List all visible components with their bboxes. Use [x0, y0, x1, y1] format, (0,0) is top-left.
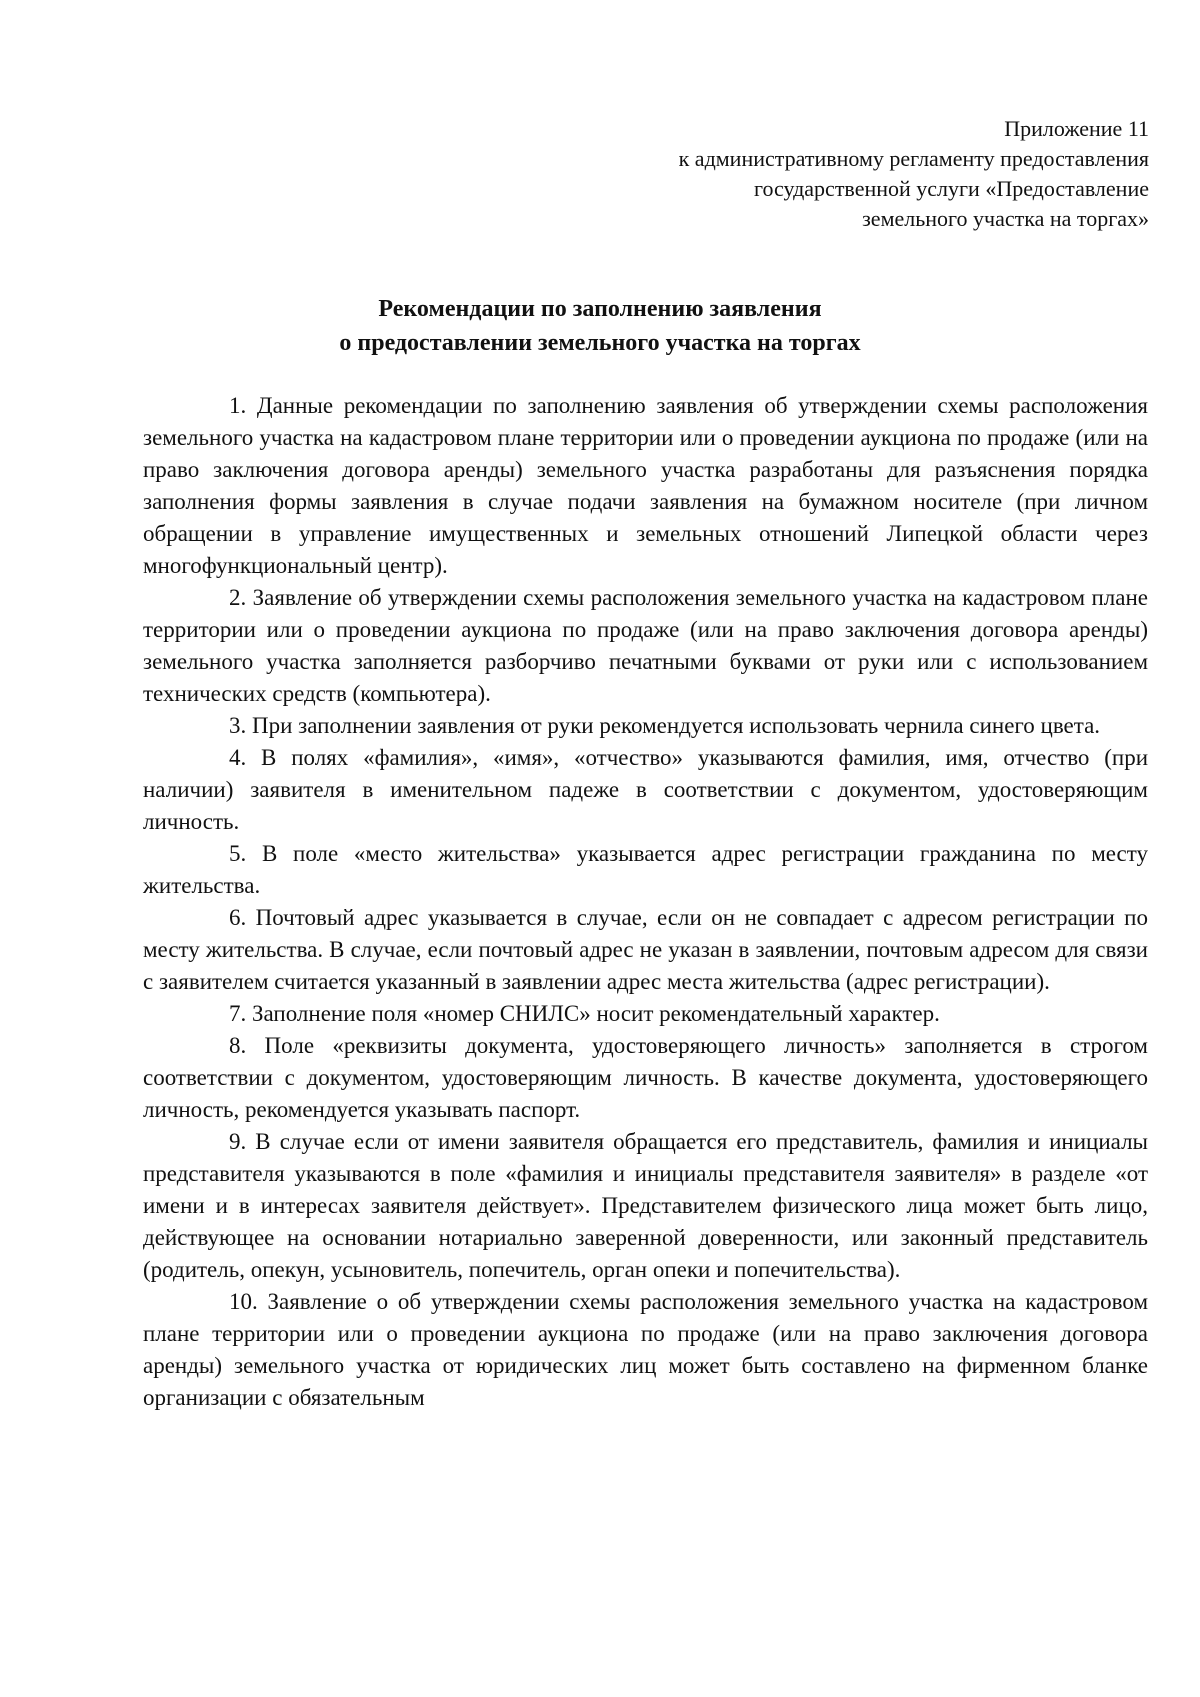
paragraph-4: 4. В полях «фамилия», «имя», «отчество» указываются фамилия, имя, отчество (при наличии) заявителя в именительном падеже в соответствии с документом, удостоверяющим личность. [143, 745, 1148, 834]
paragraph-1: 1. Данные рекомендации по заполнению заявления об утверждении схемы расположения земельного участка на кадастровом плане территории или о проведении аукциона по продаже (или на право заключения договора аренды) земельного участка разработаны для разъяснения порядка заполнения формы заявления в случае подачи заявления на бумажном носителе (при личном обращении в управление имущественных и земельных отношений Липецкой области через многофункциональный центр). [143, 393, 1148, 578]
paragraph-9: 9. В случае если от имени заявителя обращается его представитель, фамилия и инициалы представителя указываются в поле «фамилия и инициалы представителя заявителя» в разделе «от имени и в интересах заявителя действует». Представителем физического лица может быть лицо, действующее на основании нотариально заверенной доверенности, или законный представитель (родитель, опекун, усыновитель, попечитель, орган опеки и попечительства). [143, 1129, 1148, 1282]
paragraph-5: 5. В поле «место жительства» указывается адрес регистрации гражданина по месту жительства. [143, 841, 1148, 898]
paragraph-6: 6. Почтовый адрес указывается в случае, если он не совпадает с адресом регистрации по месту жительства. В случае, если почтовый адрес не указан в заявлении, почтовым адресом для связи с заявителем считается указанный в заявлении адрес места жительства (адрес регистрации). [143, 905, 1148, 994]
paragraph-8: 8. Поле «реквизиты документа, удостоверяющего личность» заполняется в строгом соответствии с документом, удостоверяющим личность. В качестве документа, удостоверяющего личность, рекомендуется указывать паспорт. [143, 1033, 1148, 1122]
paragraph-7: 7. Заполнение поля «номер СНИЛС» носит рекомендательный характер. [229, 1001, 940, 1026]
paragraph-3: 3. При заполнении заявления от руки рекомендуется использовать чернила синего цвета. [229, 713, 1101, 738]
appendix-line: Приложение 11 [1004, 116, 1149, 141]
appendix-line: к административному регламенту предоставления [678, 146, 1149, 171]
appendix-header [449, 114, 1149, 234]
appendix-line: государственной услуги «Предоставление [753, 176, 1149, 201]
document-title [0, 292, 1200, 360]
title-line: Рекомендации по заполнению заявления [378, 296, 822, 322]
paragraph-10: 10. Заявление о об утверждении схемы расположения земельного участка на кадастровом плане территории или о проведении аукциона по продаже (или на право заключения договора аренды) земельного участка от юридических лиц может быть составлено на фирменном бланке организации с обязательным [143, 1289, 1148, 1410]
paragraph-2: 2. Заявление об утверждении схемы расположения земельного участка на кадастровом плане территории или о проведении аукциона по продаже (или на право заключения договора аренды) земельного участка заполняется разборчиво печатными буквами от руки или с использованием технических средств (компьютера). [143, 585, 1148, 706]
appendix-line: земельного участка на торгах» [862, 206, 1149, 231]
title-line: о предоставлении земельного участка на торгах [339, 330, 861, 356]
document-body [143, 390, 1148, 1414]
